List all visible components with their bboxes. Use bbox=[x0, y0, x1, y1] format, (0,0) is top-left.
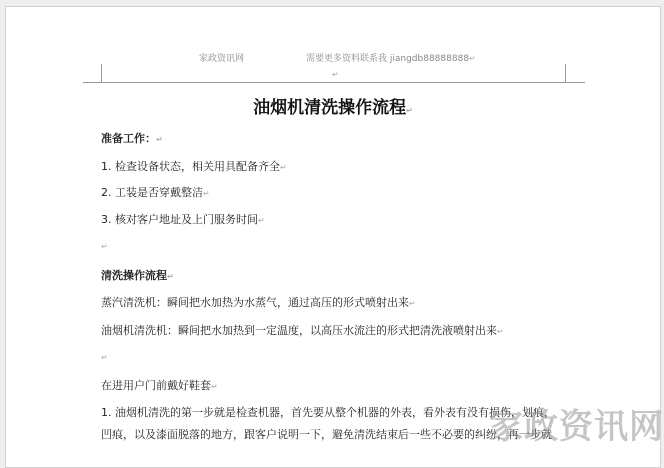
paragraph: 在进用户门前戴好鞋套↵ bbox=[101, 379, 218, 392]
paragraph: 2. 工装是否穿戴整洁↵ bbox=[101, 186, 210, 199]
paragraph: 1. 检查设备状态，相关用具配备齐全↵ bbox=[101, 160, 287, 173]
section-heading-prep: 准备工作：↵ bbox=[101, 132, 163, 145]
watermark: 家政资讯网 bbox=[489, 407, 664, 447]
header-divider bbox=[83, 82, 585, 83]
section-heading-process: 清洗操作流程↵ bbox=[101, 269, 174, 282]
header-paragraph-mark: ↵ bbox=[332, 70, 339, 79]
paragraph: 凹痕，以及漆面脱落的地方，跟客户说明一下，避免清洗结束后一些不必要的纠纷，再一步就 bbox=[101, 428, 552, 441]
header-margin-mark-right bbox=[565, 64, 566, 83]
header-margin-mark-left bbox=[101, 64, 102, 83]
document-page bbox=[5, 6, 664, 468]
header-left: 家政资讯网 bbox=[199, 54, 245, 64]
document-title: 油烟机清洗操作流程↵ bbox=[253, 98, 413, 118]
paragraph: 油烟机清洗机：瞬间把水加热到一定温度，以高压水流注的形式把清洗液喷射出来↵ bbox=[101, 324, 504, 337]
header-right: 需要更多资料联系我 jiangdb88888888↵ bbox=[306, 54, 476, 64]
paragraph: 3. 核对客户地址及上门服务时间↵ bbox=[101, 213, 265, 226]
paragraph: 1. 油烟机清洗的第一步就是检查机器，首先要从整个机器的外表，看外表有没有损伤，划痕， bbox=[101, 406, 555, 419]
empty-paragraph: ↵ bbox=[101, 242, 108, 251]
empty-paragraph: ↵ bbox=[101, 353, 108, 362]
paragraph: 蒸汽清洗机：瞬间把水加热为水蒸气，通过高压的形式喷射出来↵ bbox=[101, 296, 416, 309]
